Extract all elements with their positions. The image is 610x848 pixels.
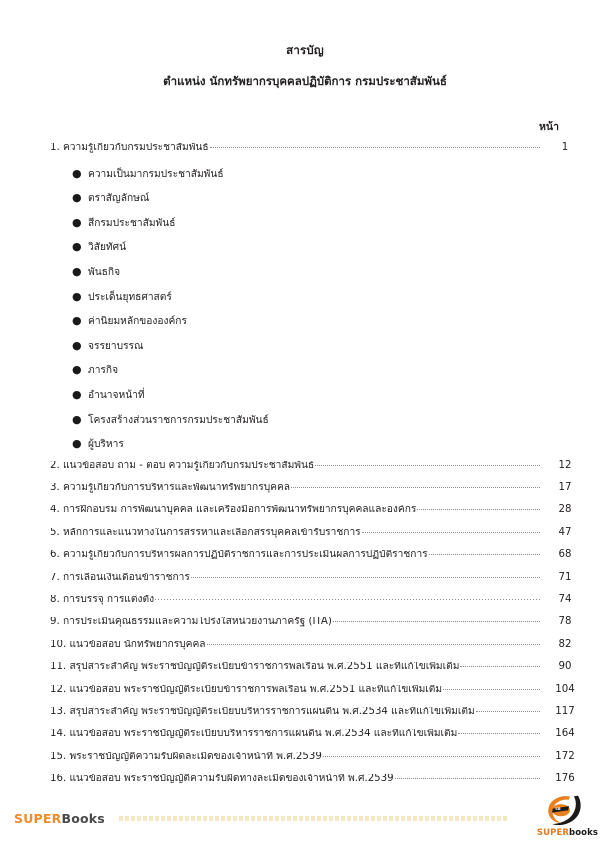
footer-logo-word-secondary: books [569,828,598,838]
toc-entry-page: 78 [558,616,572,628]
toc-entry-title: 7. การเลื่อนเงินเดือนข้าราชการ [50,572,190,583]
list-item [50,239,588,264]
toc-entry-title: 5. หลักการและแนวทางในการสรรหาและเลือกสรรบุคคลเข้ารับราชการ [50,527,361,538]
list-item [50,215,588,240]
toc-entry-title: 2. แนวข้อสอบ ถาม - ตอบ ความรู้เกี่ยวกับกรมประชาสัมพันธ์ [50,460,315,471]
dot-leader [458,732,540,734]
toc-entry-title: 13. สรุปสาระสำคัญ พระราชบัญญัติระเบียบบริหารราชการแผ่นดิน พ.ศ.2534 และที่แก้ไขเพิ่มเติม [50,707,475,717]
list-item [50,166,588,191]
table-of-contents [0,143,610,796]
list-item [50,387,588,412]
list-item-label: อำนาจหน้าที่ [88,389,145,401]
toc-entry-page: 117 [555,706,575,717]
superbooks-logo-icon [544,794,586,828]
toc-entry-page: 68 [558,549,572,561]
toc-entry-page: 104 [555,683,575,695]
dot-leader [362,531,540,533]
toc-entry-page: 17 [558,482,572,494]
list-item-label: ภารกิจ [88,365,119,377]
bullet-icon: ● [72,240,82,254]
toc-entry[interactable] [50,461,588,483]
bullet-icon: ● [72,387,82,401]
footer-logo-word-primary: SUPER [536,828,570,838]
bullet-icon: ● [72,412,82,426]
toc-entry-title: 4. การฝึกอบรม การพัฒนาบุคคล และเครื่องมือการพัฒนาทรัพยากรบุคคลและองค์กร [50,505,417,516]
toc-entry[interactable] [50,483,588,505]
dot-leader [323,755,540,757]
dot-leader [191,576,540,578]
footer-content [0,796,610,840]
toc-entry-page: 74 [558,594,572,606]
toc-entry[interactable] [50,707,588,729]
bullet-icon: ● [72,264,82,278]
toc-entry[interactable] [50,774,588,796]
bullet-icon: ● [72,338,82,352]
dot-leader [155,599,540,600]
dot-leader [476,710,540,712]
toc-entry-title: 3. ความรู้เกี่ยวกับการบริหารและพัฒนาทรัพยากรบุคคล [50,483,291,494]
dot-leader [291,486,540,488]
toc-entry-page: 71 [558,571,572,583]
svg-text:SB: SB [555,807,561,812]
toc-entry-page: 82 [558,638,572,650]
toc-entry[interactable] [50,595,588,617]
toc-entry-title: 6. ความรู้เกี่ยวกับการบริหารผลการปฏิบัติราชการและการประเมินผลการปฏิบัติราชการ [50,550,428,561]
toc-entry[interactable] [50,662,588,684]
toc-entry-title: 11. สรุปสาระสำคัญ พระราชบัญญัติระเบียบข้าราชการพลเรือน พ.ศ.2551 และที่แก้ไขเพิ่มเติม [50,662,460,673]
footer-brand-primary: SUPER [14,810,62,826]
toc-entry[interactable] [50,143,588,165]
toc-entry-title: 10. แนวข้อสอบ นักทรัพยากรบุคคล [50,639,206,650]
list-item-label: ผู้บริหาร [88,439,124,451]
list-item [50,338,588,363]
list-item-label: ประเด็นยุทธศาสตร์ [88,291,172,303]
toc-entry-title: 8. การบรรจุ การแต่งตั้ง [50,595,155,606]
toc-entry[interactable] [50,640,588,662]
list-item [50,289,588,314]
page-subtitle: ตำแหน่ง นักทรัพยากรบุคคลปฏิบัติการ กรมประชาสัมพันธ์ [163,74,447,89]
bullet-icon: ● [72,191,82,205]
list-item-label: สีกรมประชาสัมพันธ์ [88,217,176,229]
toc-entry-page: 47 [558,526,572,538]
dot-leader [443,688,540,690]
toc-entry[interactable] [50,573,588,595]
footer-logo [514,796,600,840]
toc-entry[interactable] [50,505,588,527]
toc-entry[interactable] [50,550,588,572]
dot-leader [417,508,540,510]
bullet-icon: ● [72,437,82,451]
dot-leader [315,464,540,466]
toc-entry-page: 28 [558,504,572,516]
footer-brand-secondary: Books [61,810,105,826]
list-item [50,436,588,461]
toc-entry-page: 172 [555,750,575,762]
dot-leader [429,553,540,555]
list-item [50,190,588,215]
bullet-icon: ● [72,166,82,180]
list-item [50,264,588,289]
toc-entry-title: 9. การประเมินคุณธรรมและความโปร่งใสหน่วยงานภาครัฐ (ITA) [50,617,332,628]
footer-divider [119,816,508,821]
dot-leader [207,643,540,645]
toc-entry-page: 1 [561,142,569,154]
list-item [50,412,588,437]
bullet-icon: ● [72,363,82,377]
toc-entry-page: 164 [555,728,575,740]
bullet-icon: ● [72,314,82,328]
toc-entry[interactable] [50,685,588,707]
page-title: สารบัญ [286,43,324,57]
footer-logo-wordmark [537,828,598,838]
list-item [50,313,588,338]
list-item-label: ตราสัญลักษณ์ [88,193,150,205]
bullet-icon: ● [72,215,82,229]
list-item [50,362,588,387]
toc-entry-title: 16. แนวข้อสอบ พระราชบัญญัติความรับผิดทางละเมิดของเจ้าหน้าที่ พ.ศ.2539 [50,774,394,785]
bullet-icon: ● [72,289,82,303]
page-footer [0,798,610,848]
toc-entry[interactable] [50,617,588,639]
toc-entry-title: 1. ความรู้เกี่ยวกับกรมประชาสัมพันธ์ [50,143,209,154]
list-item-label: จรรยาบรรณ [88,340,144,352]
list-item-label: วิสัยทัศน์ [88,242,127,254]
dot-leader [333,620,540,622]
toc-entry-page: 176 [555,773,575,785]
toc-entry-page: 90 [558,661,572,673]
list-item-label: พันธกิจ [88,266,121,278]
footer-brand [14,811,105,826]
list-item-label: ความเป็นมากรมประชาสัมพันธ์ [88,168,224,180]
page-column-header: หน้า [539,121,559,134]
toc-entry[interactable] [50,729,588,751]
dot-leader [395,777,540,779]
list-item-label: ค่านิยมหลักขององค์กร [88,316,187,328]
page-column-header-row [0,118,610,134]
dot-leader [460,665,540,667]
list-item-label: โครงสร้างส่วนราชการกรมประชาสัมพันธ์ [88,414,269,426]
toc-entry-title: 15. พระราชบัญญัติความรับผิดละเมิดของเจ้าหน้าที่ พ.ศ.2539 [50,751,322,762]
dot-leader [210,146,540,148]
toc-entry-title: 14. แนวข้อสอบ พระราชบัญญัติระเบียบบริหารราชการแผ่นดิน พ.ศ.2534 และที่แก้ไขเพิ่มเติม [50,729,458,740]
toc-entry-title: 12. แนวข้อสอบ พระราชบัญญัติระเบียบข้าราชการพลเรือน พ.ศ.2551 และที่แก้ไขเพิ่มเติม [50,684,443,695]
toc-entry[interactable] [50,528,588,550]
toc-entry-page: 12 [558,459,572,471]
toc-entry[interactable] [50,752,588,774]
toc-sublist [50,166,588,461]
title-block [0,0,610,89]
